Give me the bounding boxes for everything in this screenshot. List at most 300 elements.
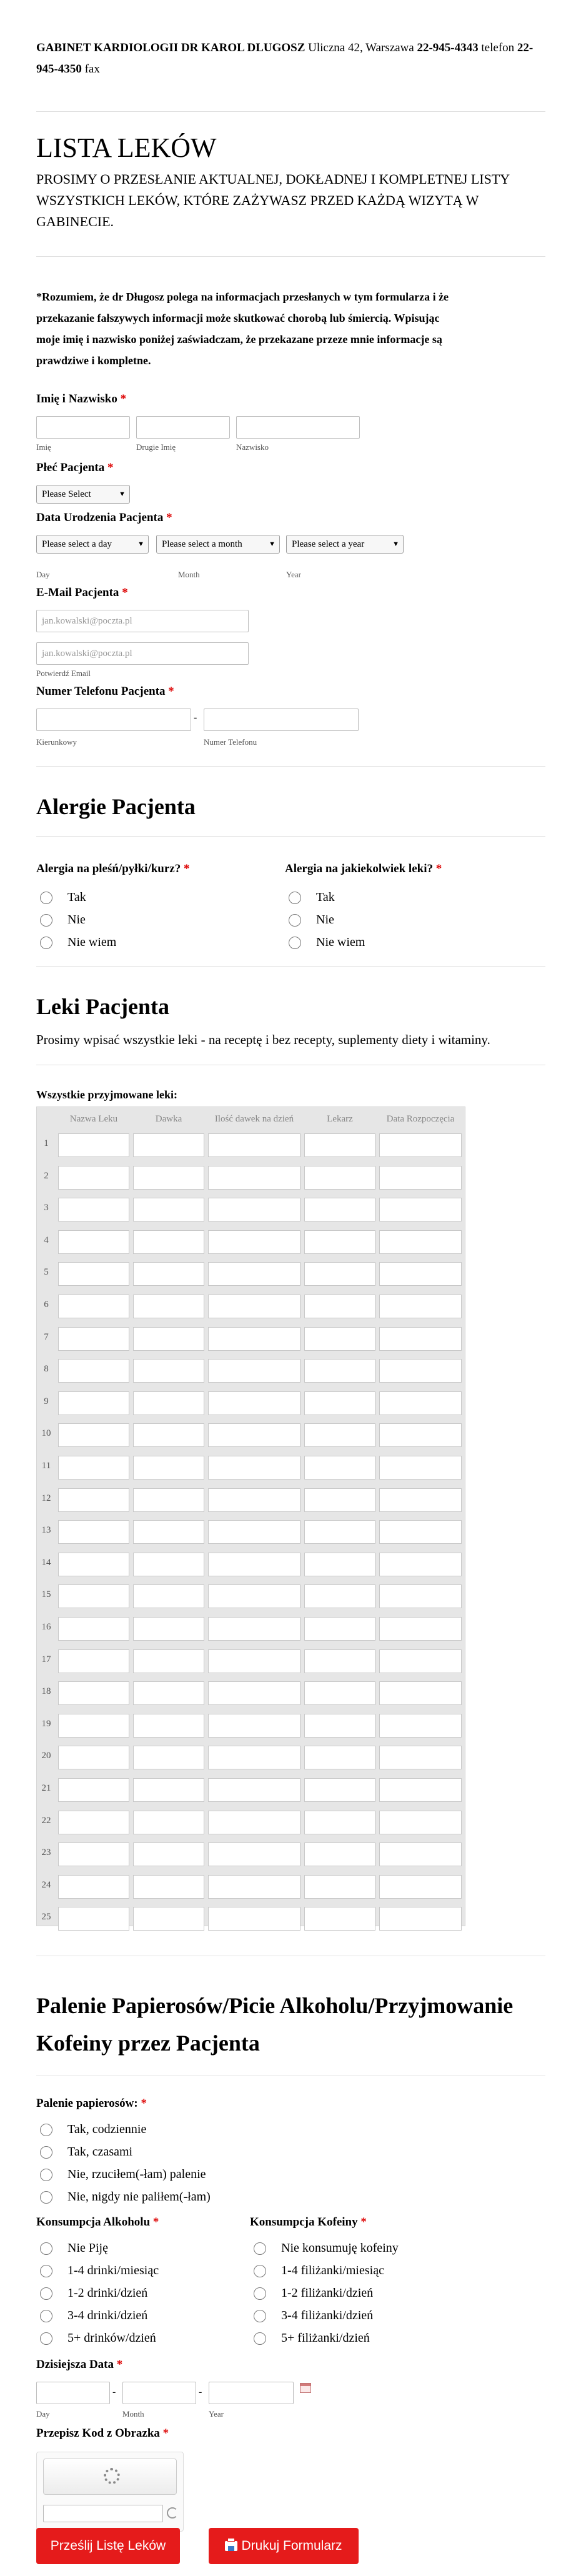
radio-label: Nie konsumuję kofeiny <box>281 2241 399 2255</box>
table-cell-input[interactable] <box>379 1584 462 1608</box>
habits-heading <box>36 1987 545 2062</box>
table-cell-input[interactable] <box>208 1327 300 1351</box>
row-number: 3 <box>44 1203 49 1213</box>
title-line: PROSIMY O PRZESŁANIE AKTUALNEJ, DOKŁADNEJ I KOMPLETNEJ LISTY <box>36 171 510 187</box>
gender-select[interactable] <box>36 485 130 504</box>
radio-label: Nie, nigdy nie paliłem(-łam) <box>67 2190 211 2204</box>
calendar-icon[interactable] <box>300 2383 311 2393</box>
captcha-image <box>43 2459 177 2495</box>
table-cell-input[interactable] <box>208 1714 300 1738</box>
table-cell-input[interactable] <box>133 1811 204 1834</box>
table-cell-input[interactable] <box>208 1262 300 1286</box>
radio-label: Nie wiem <box>316 935 365 949</box>
row-number: 15 <box>41 1589 51 1600</box>
row-number: 16 <box>41 1622 51 1632</box>
title-line: WSZYSTKICH LEKÓW, KTÓRE ZAŻYWASZ PRZED KAŻDĄ WIZYTĄ W <box>36 192 479 208</box>
table-cell-input[interactable] <box>304 1262 375 1286</box>
dob-year-value: Please select a year <box>292 539 365 549</box>
required-asterisk: * <box>360 2215 367 2229</box>
table-cell-input[interactable] <box>133 1553 204 1576</box>
table-cell-input[interactable] <box>58 1778 129 1802</box>
table-cell-input[interactable] <box>304 1746 375 1769</box>
table-cell-input[interactable] <box>379 1842 462 1866</box>
radio-button[interactable] <box>40 2332 52 2345</box>
table-cell-input[interactable] <box>58 1617 129 1641</box>
clinic-fax-label: fax <box>84 62 100 76</box>
radio-button[interactable] <box>254 2265 266 2277</box>
table-cell-input[interactable] <box>208 1166 300 1190</box>
radio-button[interactable] <box>40 2124 52 2136</box>
table-cell-input[interactable] <box>304 1649 375 1673</box>
table-cell-input[interactable] <box>304 1359 375 1383</box>
clinic-address: Uliczna 42, Warszawa <box>308 41 414 54</box>
table-cell-input[interactable] <box>379 1714 462 1738</box>
table-cell-input[interactable] <box>208 1617 300 1641</box>
table-cell-input[interactable] <box>208 1230 300 1254</box>
printer-icon <box>225 2541 237 2551</box>
table-cell-input[interactable] <box>379 1488 462 1512</box>
radio-button[interactable] <box>40 2310 52 2322</box>
radio-button[interactable] <box>40 2146 52 2159</box>
last-name-sub: Nazwisko <box>236 442 269 452</box>
table-cell-input[interactable] <box>379 1778 462 1802</box>
middle-name-sub: Drugie Imię <box>136 442 176 452</box>
today-month-sub: Month <box>122 2409 144 2419</box>
radio-button[interactable] <box>254 2287 266 2300</box>
title-description <box>36 169 545 232</box>
row-number: 4 <box>44 1235 49 1245</box>
required-asterisk: * <box>116 2358 123 2371</box>
table-cell-input[interactable] <box>304 1327 375 1351</box>
table-cell-input[interactable] <box>58 1166 129 1190</box>
table-cell-input[interactable] <box>133 1681 204 1705</box>
notice-line: przekazanie fałszywych informacji może skutkować chorobą lub śmiercią. Wpisując <box>36 312 440 324</box>
table-cell-input[interactable] <box>379 1359 462 1383</box>
table-cell-input[interactable] <box>58 1520 129 1544</box>
smoking-label-text: Palenie papierosów: <box>36 2097 138 2110</box>
phone-label <box>36 685 174 699</box>
middle-name-input[interactable] <box>136 416 230 439</box>
radio-label: Tak, czasami <box>67 2145 133 2159</box>
row-number: 21 <box>41 1783 51 1793</box>
table-cell-input[interactable] <box>208 1681 300 1705</box>
table-cell-input[interactable] <box>58 1811 129 1834</box>
today-month-input[interactable] <box>122 2382 196 2404</box>
table-cell-input[interactable] <box>208 1842 300 1866</box>
dob-year-sub: Year <box>286 570 301 579</box>
table-cell-input[interactable] <box>58 1295 129 1318</box>
table-cell-input[interactable] <box>58 1553 129 1576</box>
radio-label: 1-4 filiżanki/miesiąc <box>281 2264 384 2277</box>
dob-month-sub: Month <box>178 570 200 579</box>
table-cell-input[interactable] <box>379 1423 462 1447</box>
today-label-text: Dzisiejsza Data <box>36 2358 114 2371</box>
table-cell-input[interactable] <box>133 1907 204 1931</box>
radio-button[interactable] <box>254 2310 266 2322</box>
table-cell-input[interactable] <box>58 1842 129 1866</box>
radio-label: Nie <box>67 913 86 927</box>
table-cell-input[interactable] <box>379 1230 462 1254</box>
table-cell-input[interactable] <box>133 1198 204 1221</box>
table-cell-input[interactable] <box>379 1875 462 1899</box>
table-cell-input[interactable] <box>208 1553 300 1576</box>
radio-button[interactable] <box>289 892 301 904</box>
radio-label: 1-2 filiżanki/dzień <box>281 2286 374 2300</box>
row-number: 1 <box>44 1138 49 1148</box>
table-cell-input[interactable] <box>208 1133 300 1157</box>
table-cell-input[interactable] <box>379 1649 462 1673</box>
allergies-heading: Alergie Pacjenta <box>36 794 196 819</box>
meds-table <box>36 1106 465 1926</box>
table-cell-input[interactable] <box>58 1488 129 1512</box>
table-cell-input[interactable] <box>304 1133 375 1157</box>
table-cell-input[interactable] <box>304 1295 375 1318</box>
date-dash: - <box>112 2387 116 2397</box>
email-field[interactable]: jan.kowalski@poczta.pl <box>36 610 249 632</box>
table-cell-input[interactable] <box>58 1391 129 1415</box>
table-cell-input[interactable] <box>304 1907 375 1931</box>
row-number: 18 <box>41 1686 51 1697</box>
row-number: 2 <box>44 1170 49 1181</box>
captcha-input[interactable] <box>43 2505 163 2522</box>
title-line: GABINECIE. <box>36 214 114 229</box>
radio-label: Nie wiem <box>67 935 117 949</box>
table-cell-input[interactable] <box>304 1617 375 1641</box>
phone-number-input[interactable] <box>204 709 359 731</box>
alcohol-label <box>36 2215 159 2229</box>
table-cell-input[interactable] <box>379 1262 462 1286</box>
required-asterisk: * <box>166 511 172 524</box>
table-cell-input[interactable] <box>133 1875 204 1899</box>
column-header: Ilość dawek na dzień <box>214 1114 294 1124</box>
phone-area-sub: Kierunkowy <box>36 737 77 747</box>
print-button-label: Drukuj Formularz <box>241 2539 342 2553</box>
table-cell-input[interactable] <box>379 1133 462 1157</box>
table-cell-input[interactable] <box>304 1423 375 1447</box>
divider <box>36 766 545 767</box>
radio-label: Nie <box>316 913 334 927</box>
gender-select-value: Please Select <box>42 489 91 499</box>
radio-button[interactable] <box>289 914 301 927</box>
table-cell-input[interactable] <box>133 1714 204 1738</box>
table-cell-input[interactable] <box>208 1746 300 1769</box>
dob-label-text: Data Urodzenia Pacjenta <box>36 511 164 524</box>
email-label <box>36 586 128 600</box>
consent-notice <box>36 286 545 371</box>
table-cell-input[interactable] <box>304 1778 375 1802</box>
phone-area-input[interactable] <box>36 709 191 731</box>
captcha-label-text: Przepisz Kod z Obrazka <box>36 2427 160 2440</box>
table-cell-input[interactable] <box>133 1423 204 1447</box>
row-number: 12 <box>41 1493 51 1503</box>
phone-label-text: Numer Telefonu Pacjenta <box>36 685 166 698</box>
table-cell-input[interactable] <box>379 1907 462 1931</box>
table-cell-input[interactable] <box>304 1714 375 1738</box>
table-cell-input[interactable] <box>133 1327 204 1351</box>
row-number: 19 <box>41 1718 51 1729</box>
table-cell-input[interactable] <box>208 1456 300 1479</box>
row-number: 20 <box>41 1751 51 1761</box>
table-cell-input[interactable] <box>208 1359 300 1383</box>
table-cell-input[interactable] <box>379 1198 462 1221</box>
table-cell-input[interactable] <box>379 1553 462 1576</box>
date-dash: - <box>199 2387 202 2397</box>
table-cell-input[interactable] <box>304 1166 375 1190</box>
first-name-sub: Imię <box>36 442 51 452</box>
email-confirm-sub: Potwierdź Email <box>36 669 91 678</box>
notice-line: *Rozumiem, że dr Długosz polega na informacjach przesłanych w tym formularza i że <box>36 291 449 303</box>
gender-label <box>36 461 113 475</box>
column-header: Nazwa Leku <box>69 1114 118 1124</box>
divider <box>36 111 545 112</box>
row-number: 8 <box>44 1364 49 1375</box>
table-cell-input[interactable] <box>133 1133 204 1157</box>
table-cell-input[interactable] <box>58 1198 129 1221</box>
table-cell-input[interactable] <box>133 1520 204 1544</box>
row-number: 10 <box>41 1428 51 1439</box>
today-label <box>36 2358 122 2372</box>
habits-heading-line: Kofeiny przez Pacjenta <box>36 2031 260 2056</box>
page-title: LISTA LEKÓW <box>36 132 217 163</box>
dob-month-value: Please select a month <box>162 539 242 549</box>
table-cell-input[interactable] <box>379 1456 462 1479</box>
today-year-sub: Year <box>209 2409 224 2419</box>
table-cell-input[interactable] <box>58 1649 129 1673</box>
table-cell-input[interactable] <box>208 1520 300 1544</box>
divider <box>36 256 545 257</box>
clinic-phone: 22-945-4343 <box>417 41 479 54</box>
table-cell-input[interactable] <box>379 1166 462 1190</box>
table-cell-input[interactable] <box>133 1584 204 1608</box>
allergy-q1-label <box>36 862 189 876</box>
table-cell-input[interactable] <box>304 1198 375 1221</box>
table-cell-input[interactable] <box>58 1359 129 1383</box>
chevron-down-icon: ▼ <box>119 490 126 498</box>
allergy-q1-text: Alergia na pleśń/pyłki/kurz? <box>36 862 181 875</box>
required-asterisk: * <box>435 862 442 875</box>
table-cell-input[interactable] <box>304 1488 375 1512</box>
clinic-name: GABINET KARDIOLOGII DR KAROL DLUGOSZ <box>36 41 305 54</box>
submit-button[interactable]: Prześlij Listę Leków <box>36 2528 180 2564</box>
table-cell-input[interactable] <box>133 1359 204 1383</box>
table-cell-input[interactable] <box>133 1391 204 1415</box>
phone-dash: - <box>194 712 197 723</box>
table-cell-input[interactable] <box>58 1681 129 1705</box>
radio-label: Tak <box>316 890 335 904</box>
radio-label: Nie Piję <box>67 2241 108 2255</box>
radio-label: 1-2 drinki/dzień <box>67 2286 148 2300</box>
captcha-box <box>36 2452 184 2532</box>
meds-heading: Leki Pacjenta <box>36 994 169 1019</box>
table-cell-input[interactable] <box>58 1133 129 1157</box>
table-cell-input[interactable] <box>58 1907 129 1931</box>
radio-label: Nie, rzuciłem(-łam) palenie <box>67 2167 206 2181</box>
table-cell-input[interactable] <box>58 1262 129 1286</box>
phone-number-sub: Numer Telefonu <box>204 737 257 747</box>
radio-button[interactable] <box>289 937 301 949</box>
row-number: 14 <box>41 1557 51 1568</box>
table-cell-input[interactable] <box>379 1681 462 1705</box>
radio-label: Tak <box>67 890 86 904</box>
table-cell-input[interactable] <box>133 1746 204 1769</box>
radio-button[interactable] <box>40 2242 52 2255</box>
chevron-down-icon: ▼ <box>269 540 276 548</box>
today-day-input[interactable] <box>36 2382 110 2404</box>
last-name-input[interactable] <box>236 416 360 439</box>
required-asterisk: * <box>152 2215 159 2229</box>
row-number: 23 <box>41 1847 51 1858</box>
table-cell-input[interactable] <box>58 1875 129 1899</box>
caffeine-label-text: Konsumpcja Kofeiny <box>250 2215 358 2229</box>
first-name-input[interactable] <box>36 416 130 439</box>
table-cell-input[interactable] <box>58 1746 129 1769</box>
captcha-label <box>36 2427 169 2440</box>
row-number: 11 <box>41 1461 51 1471</box>
table-cell-input[interactable] <box>208 1907 300 1931</box>
email-confirm-field[interactable]: jan.kowalski@poczta.pl <box>36 642 249 665</box>
table-cell-input[interactable] <box>208 1649 300 1673</box>
table-cell-input[interactable] <box>379 1617 462 1641</box>
radio-button[interactable] <box>40 937 52 949</box>
dob-label <box>36 511 172 525</box>
table-cell-input[interactable] <box>133 1649 204 1673</box>
table-cell-input[interactable] <box>304 1391 375 1415</box>
meds-table-label: Wszystkie przyjmowane leki: <box>36 1088 177 1101</box>
table-cell-input[interactable] <box>208 1778 300 1802</box>
radio-button[interactable] <box>40 892 52 904</box>
chevron-down-icon: ▼ <box>137 540 144 548</box>
meds-description: Prosimy wpisać wszystkie leki - na receptę i bez recepty, suplementy diety i witaminy. <box>36 1032 490 1047</box>
radio-label: 1-4 drinki/miesiąc <box>67 2264 159 2277</box>
table-cell-input[interactable] <box>208 1295 300 1318</box>
dob-year-select[interactable] <box>286 535 404 554</box>
divider <box>36 966 545 967</box>
table-cell-input[interactable] <box>379 1811 462 1834</box>
row-number: 9 <box>44 1396 49 1406</box>
row-number: 17 <box>41 1654 51 1664</box>
clinic-phone-label: telefon <box>481 41 515 54</box>
table-cell-input[interactable] <box>58 1230 129 1254</box>
radio-button[interactable] <box>254 2332 266 2345</box>
required-asterisk: * <box>168 685 174 698</box>
loading-spinner-icon <box>104 2468 120 2484</box>
table-cell-input[interactable] <box>133 1456 204 1479</box>
table-cell-input[interactable] <box>379 1295 462 1318</box>
radio-button[interactable] <box>40 2191 52 2204</box>
radio-button[interactable] <box>40 2287 52 2300</box>
radio-button[interactable] <box>40 914 52 927</box>
row-number: 22 <box>41 1815 51 1826</box>
today-year-input[interactable] <box>209 2382 294 2404</box>
gender-label-text: Płeć Pacjenta <box>36 461 105 474</box>
table-cell-input[interactable] <box>58 1584 129 1608</box>
required-asterisk: * <box>183 862 190 875</box>
divider <box>36 836 545 837</box>
email-label-text: E-Mail Pacjenta <box>36 586 119 599</box>
table-cell-input[interactable] <box>304 1875 375 1899</box>
dob-day-select[interactable] <box>36 535 149 554</box>
table-cell-input[interactable] <box>304 1520 375 1544</box>
habits-heading-line: Palenie Papierosów/Picie Alkoholu/Przyjmowanie <box>36 1993 514 2018</box>
table-cell-input[interactable] <box>208 1198 300 1221</box>
required-asterisk: * <box>120 392 127 405</box>
radio-label: Tak, codziennie <box>67 2122 147 2136</box>
table-cell-input[interactable] <box>304 1584 375 1608</box>
row-number: 7 <box>44 1331 49 1342</box>
table-cell-input[interactable] <box>304 1811 375 1834</box>
table-cell-input[interactable] <box>58 1423 129 1447</box>
column-header: Data Rozpoczęcia <box>386 1114 455 1124</box>
alcohol-label-text: Konsumpcja Alkoholu <box>36 2215 151 2229</box>
table-cell-input[interactable] <box>208 1875 300 1899</box>
dob-day-value: Please select a day <box>42 539 112 549</box>
clinic-fax: 22-945-4350 <box>36 41 534 76</box>
radio-button[interactable] <box>40 2265 52 2277</box>
table-cell-input[interactable] <box>208 1811 300 1834</box>
row-number: 24 <box>41 1879 51 1890</box>
table-cell-input[interactable] <box>208 1488 300 1512</box>
table-cell-input[interactable] <box>304 1456 375 1479</box>
dob-month-select[interactable] <box>156 535 280 554</box>
row-number: 5 <box>44 1267 49 1278</box>
radio-button[interactable] <box>254 2242 266 2255</box>
table-cell-input[interactable] <box>304 1553 375 1576</box>
dob-day-sub: Day <box>36 570 50 579</box>
table-cell-input[interactable] <box>133 1842 204 1866</box>
table-cell-input[interactable] <box>58 1327 129 1351</box>
column-header: Dawka <box>155 1114 182 1124</box>
chevron-down-icon: ▼ <box>392 540 399 548</box>
smoking-label <box>36 2097 147 2111</box>
table-cell-input[interactable] <box>379 1520 462 1544</box>
table-cell-input[interactable] <box>304 1842 375 1866</box>
table-cell-input[interactable] <box>133 1262 204 1286</box>
table-cell-input[interactable] <box>58 1714 129 1738</box>
radio-label: 3-4 drinki/dzień <box>67 2309 148 2322</box>
radio-label: 5+ filiżanki/dzień <box>281 2331 370 2345</box>
today-day-sub: Day <box>36 2409 50 2419</box>
table-cell-input[interactable] <box>379 1391 462 1415</box>
required-asterisk: * <box>162 2427 169 2440</box>
table-cell-input[interactable] <box>304 1681 375 1705</box>
row-number: 6 <box>44 1300 49 1310</box>
table-cell-input[interactable] <box>208 1391 300 1415</box>
radio-button[interactable] <box>40 2169 52 2181</box>
required-asterisk: * <box>122 586 128 599</box>
table-cell-input[interactable] <box>133 1295 204 1318</box>
table-cell-input[interactable] <box>133 1230 204 1254</box>
table-cell-input[interactable] <box>133 1488 204 1512</box>
required-asterisk: * <box>141 2097 147 2110</box>
table-cell-input[interactable] <box>58 1456 129 1479</box>
allergy-q2-text: Alergia na jakiekolwiek leki? <box>285 862 433 875</box>
table-cell-input[interactable] <box>208 1584 300 1608</box>
table-cell-input[interactable] <box>208 1423 300 1447</box>
row-number: 13 <box>41 1525 51 1536</box>
table-cell-input[interactable] <box>304 1230 375 1254</box>
table-cell-input[interactable] <box>133 1778 204 1802</box>
name-label <box>36 392 126 406</box>
table-cell-input[interactable] <box>379 1327 462 1351</box>
column-header: Lekarz <box>327 1114 353 1124</box>
table-cell-input[interactable] <box>133 1166 204 1190</box>
radio-label: 5+ drinków/dzień <box>67 2331 156 2345</box>
refresh-icon[interactable] <box>167 2507 178 2519</box>
radio-label: 3-4 filiżanki/dzień <box>281 2309 374 2322</box>
table-cell-input[interactable] <box>133 1617 204 1641</box>
print-button[interactable] <box>209 2528 359 2564</box>
table-cell-input[interactable] <box>379 1746 462 1769</box>
